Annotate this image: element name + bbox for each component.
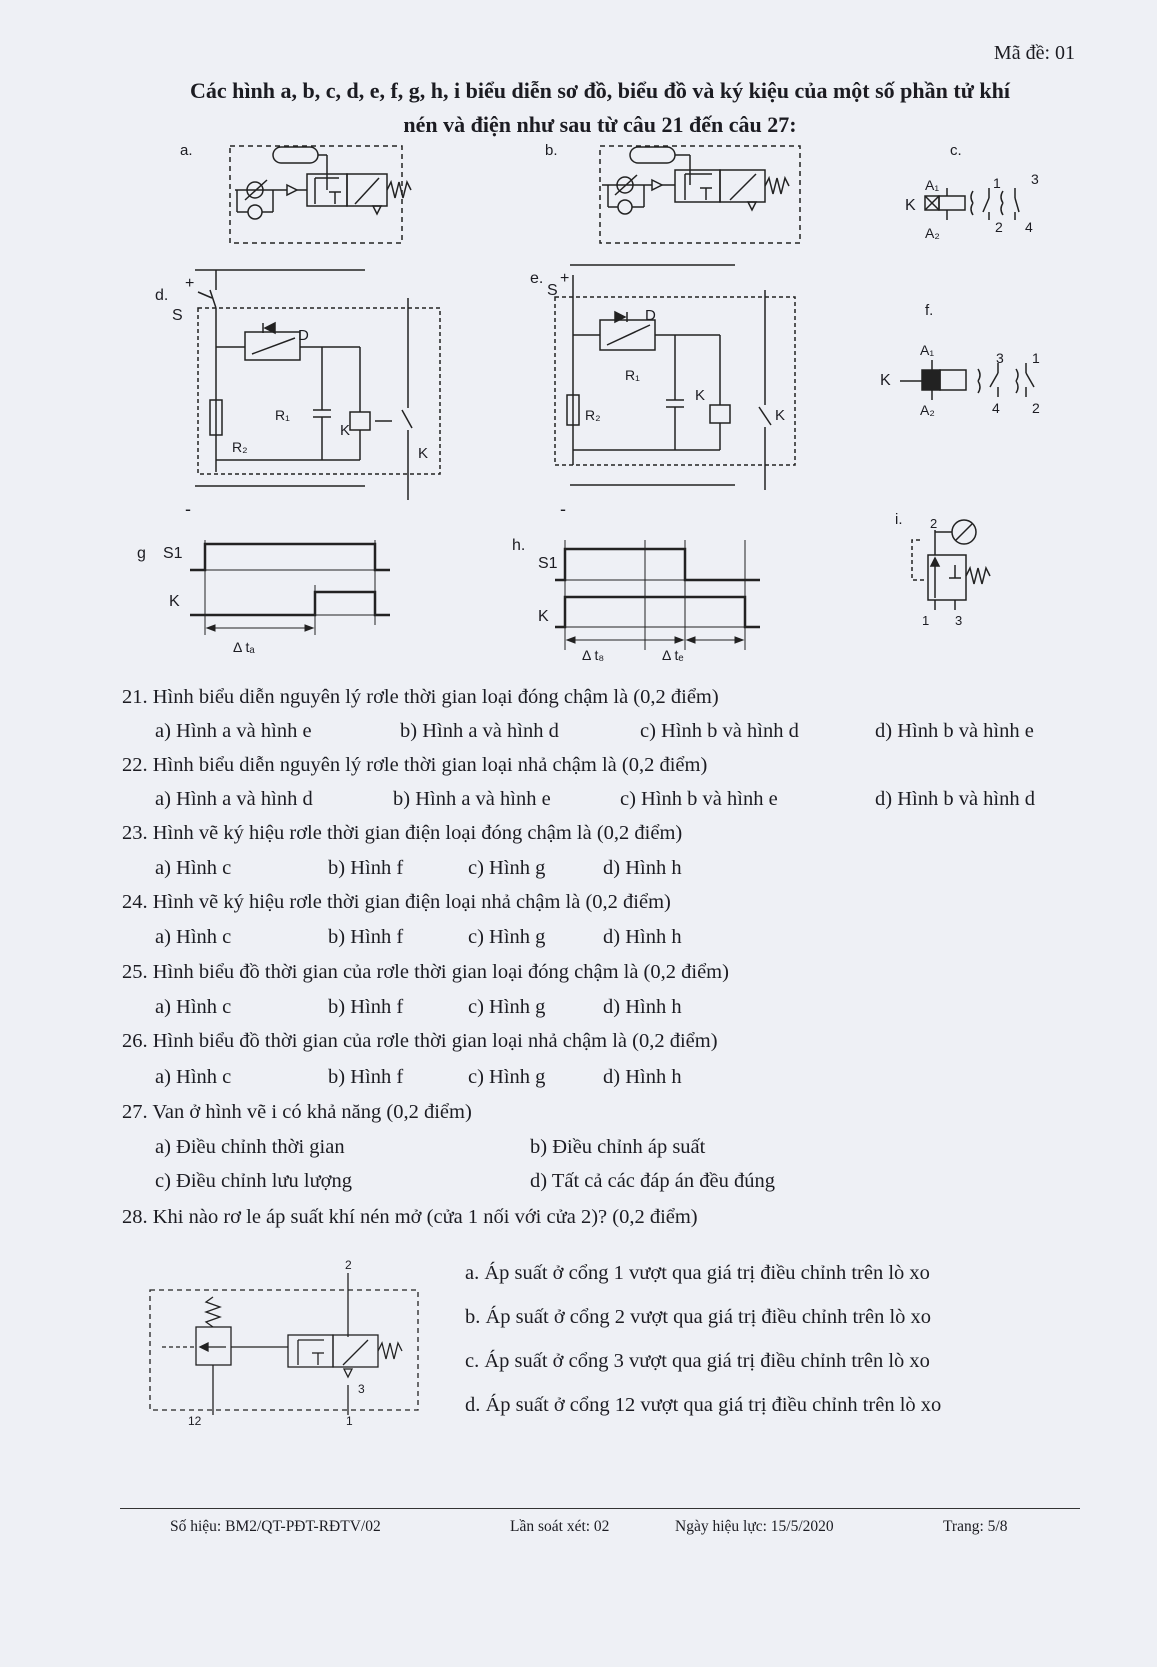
footer-doc-number: Số hiệu: BM2/QT-PĐT-RĐTV/02 bbox=[170, 1518, 381, 1535]
figure-c-a1: A₁ bbox=[925, 177, 940, 193]
figure-d-diode: D bbox=[298, 327, 309, 344]
q28-option-a[interactable]: a. Áp suất ở cổng 1 vượt qua giá trị điều chỉnh trên lò xo bbox=[465, 1262, 930, 1284]
figure-f-n3: 3 bbox=[996, 350, 1004, 366]
figure-d-label: d. bbox=[155, 287, 169, 304]
q25-option-a[interactable]: a) Hình c bbox=[155, 996, 232, 1018]
figure-f-n2: 2 bbox=[1032, 400, 1040, 416]
question-24: 24. Hình vẽ ký hiệu rơle thời gian điện loại nhả chậm là (0,2 điểm) bbox=[122, 891, 671, 913]
q27-option-a[interactable]: a) Điều chỉnh thời gian bbox=[155, 1136, 345, 1158]
question-27: 27. Van ở hình vẽ i có khả năng (0,2 điểm) bbox=[122, 1101, 472, 1123]
q23-option-c[interactable]: c) Hình g bbox=[468, 857, 546, 879]
exam-code: Mã đề: 01 bbox=[993, 42, 1075, 64]
figure-c-a2: A₂ bbox=[925, 225, 940, 241]
figure-e-delay-off-circuit bbox=[525, 265, 855, 519]
footer-effective-date: Ngày hiệu lực: 15/5/2020 bbox=[675, 1518, 834, 1535]
figure-h-label: h. bbox=[512, 537, 526, 554]
figure-f-n1: 1 bbox=[1032, 350, 1040, 366]
figure-h-dt2: Δ tₑ bbox=[662, 647, 684, 663]
figure-b-label: b. bbox=[545, 142, 558, 159]
figure-d-delay-on-circuit bbox=[150, 270, 480, 520]
figure-d-plus: + bbox=[185, 275, 195, 292]
figure-f-k: K bbox=[880, 372, 891, 389]
figure-e-minus: - bbox=[560, 499, 566, 519]
question-26: 26. Hình biểu đồ thời gian của rơle thời gian loại nhả chậm là (0,2 điểm) bbox=[122, 1030, 718, 1052]
instructions-title bbox=[120, 74, 1080, 142]
q25-option-c[interactable]: c) Hình g bbox=[468, 996, 546, 1018]
q22-option-c[interactable]: c) Hình b và hình e bbox=[620, 788, 778, 810]
question-21: 21. Hình biểu diễn nguyên lý rơle thời gian loại đóng chậm là (0,2 điểm) bbox=[122, 686, 719, 708]
figure-d-minus: - bbox=[185, 499, 191, 519]
figure-h-s1: S1 bbox=[538, 555, 558, 572]
figure-f-relay-symbol bbox=[880, 285, 1060, 425]
figure-d-k2: K bbox=[418, 445, 429, 462]
q25-option-d[interactable]: d) Hình h bbox=[603, 996, 682, 1018]
question-23: 23. Hình vẽ ký hiệu rơle thời gian điện loại đóng chậm là (0,2 điểm) bbox=[122, 822, 683, 844]
figure-c-k: K bbox=[905, 197, 916, 214]
q24-option-c[interactable]: c) Hình g bbox=[468, 926, 546, 948]
figure-i-label: i. bbox=[895, 511, 903, 528]
q28-port-12: 12 bbox=[188, 1414, 202, 1428]
q21-option-a[interactable]: a) Hình a và hình e bbox=[155, 720, 312, 742]
figure-f-label: f. bbox=[925, 302, 934, 319]
footer-page: Trang: 5/8 bbox=[943, 1518, 1008, 1535]
figure-e-r1: R₁ bbox=[625, 367, 640, 383]
figure-g-s1: S1 bbox=[163, 545, 183, 562]
figure-h-k: K bbox=[538, 608, 549, 625]
figure-c-label: c. bbox=[950, 142, 962, 159]
question-25: 25. Hình biểu đồ thời gian của rơle thời gian loại đóng chậm là (0,2 điểm) bbox=[122, 961, 729, 983]
figure-h-timing-diagram bbox=[510, 535, 780, 665]
q23-option-d[interactable]: d) Hình h bbox=[603, 857, 682, 879]
q28-port-2: 2 bbox=[345, 1258, 352, 1272]
figure-i-port-3: 3 bbox=[955, 613, 963, 628]
q28-port-3: 3 bbox=[358, 1382, 365, 1396]
figure-g-label: g bbox=[137, 545, 146, 562]
q22-option-d[interactable]: d) Hình b và hình d bbox=[875, 788, 1035, 810]
figure-a-label: a. bbox=[180, 142, 193, 159]
q23-option-a[interactable]: a) Hình c bbox=[155, 857, 232, 879]
figure-c-n1: 1 bbox=[993, 175, 1001, 191]
title-line-1: Các hình a, b, c, d, e, f, g, h, i biểu diễn sơ đồ, biểu đồ và ký kiệu của một số phần tử khí bbox=[189, 78, 1010, 103]
q21-option-d[interactable]: d) Hình b và hình e bbox=[875, 720, 1034, 742]
question-22: 22. Hình biểu diễn nguyên lý rơle thời gian loại nhả chậm là (0,2 điểm) bbox=[122, 754, 708, 776]
figure-e-r2: R₂ bbox=[585, 407, 601, 423]
figure-f-a1: A₁ bbox=[920, 342, 935, 358]
figure-e-label: e. bbox=[530, 270, 544, 287]
figure-e-diode: D bbox=[645, 307, 656, 324]
figure-h-dt1: Δ t₈ bbox=[582, 647, 605, 663]
q24-option-a[interactable]: a) Hình c bbox=[155, 926, 232, 948]
q28-option-c[interactable]: c. Áp suất ở cổng 3 vượt qua giá trị điều chỉnh trên lò xo bbox=[465, 1350, 930, 1372]
figure-e-k1: K bbox=[695, 387, 706, 404]
figure-e-k2: K bbox=[775, 407, 786, 424]
figure-i-port-1: 1 bbox=[922, 613, 930, 628]
q21-option-c[interactable]: c) Hình b và hình d bbox=[640, 720, 799, 742]
q27-option-c[interactable]: c) Điều chỉnh lưu lượng bbox=[155, 1170, 353, 1192]
question-28: 28. Khi nào rơ le áp suất khí nén mở (cửa 1 nối với cửa 2)? (0,2 điểm) bbox=[122, 1206, 698, 1228]
q24-option-b[interactable]: b) Hình f bbox=[328, 926, 404, 948]
footer-rule bbox=[120, 1508, 1080, 1509]
figure-g-timing-diagram bbox=[135, 540, 405, 660]
figure-e-plus: + bbox=[560, 270, 570, 287]
q25-option-b[interactable]: b) Hình f bbox=[328, 996, 404, 1018]
q27-option-d[interactable]: d) Tất cả các đáp án đều đúng bbox=[530, 1170, 775, 1192]
figure-a-pneumatic-delay-on bbox=[175, 140, 435, 250]
footer-revision: Lần soát xét: 02 bbox=[510, 1518, 610, 1535]
figure-e-switch: S bbox=[547, 282, 558, 299]
figure-f-n4: 4 bbox=[992, 400, 1000, 416]
q26-option-d[interactable]: d) Hình h bbox=[603, 1066, 682, 1088]
q21-option-b[interactable]: b) Hình a và hình d bbox=[400, 720, 559, 742]
figure-d-r2: R₂ bbox=[232, 439, 248, 455]
q27-option-b[interactable]: b) Điều chỉnh áp suất bbox=[530, 1136, 706, 1158]
q24-option-d[interactable]: d) Hình h bbox=[603, 926, 682, 948]
figure-g-dt: Δ tₐ bbox=[233, 639, 255, 655]
title-line-2: nén và điện như sau từ câu 21 đến câu 27: bbox=[403, 112, 797, 137]
figure-i-valve-symbol bbox=[890, 510, 1030, 630]
q22-option-b[interactable]: b) Hình a và hình e bbox=[393, 788, 551, 810]
figure-d-switch: S bbox=[172, 307, 183, 324]
q26-option-a[interactable]: a) Hình c bbox=[155, 1066, 232, 1088]
q22-option-a[interactable]: a) Hình a và hình d bbox=[155, 788, 313, 810]
figure-c-n3: 3 bbox=[1031, 171, 1039, 187]
figure-b-pneumatic-delay-off bbox=[540, 140, 820, 250]
q28-port-1: 1 bbox=[346, 1414, 353, 1428]
figure-i-port-2: 2 bbox=[930, 516, 938, 531]
q28-option-d[interactable]: d. Áp suất ở cổng 12 vượt qua giá trị điều chỉnh trên lò xo bbox=[465, 1394, 942, 1416]
figure-c-n4: 4 bbox=[1025, 219, 1033, 235]
figure-d-r1: R₁ bbox=[275, 407, 290, 423]
q26-option-b[interactable]: b) Hình f bbox=[328, 1066, 404, 1088]
q28-pressure-switch-diagram bbox=[148, 1255, 428, 1430]
figure-c-n2: 2 bbox=[995, 219, 1003, 235]
q23-option-b[interactable]: b) Hình f bbox=[328, 857, 404, 879]
q26-option-c[interactable]: c) Hình g bbox=[468, 1066, 546, 1088]
figure-g-k: K bbox=[169, 593, 180, 610]
figure-c-relay-symbol bbox=[895, 140, 1065, 250]
q28-option-b[interactable]: b. Áp suất ở cổng 2 vượt qua giá trị điều chỉnh trên lò xo bbox=[465, 1306, 932, 1328]
figure-f-a2: A₂ bbox=[920, 402, 935, 418]
figure-d-k1: K bbox=[340, 422, 351, 439]
